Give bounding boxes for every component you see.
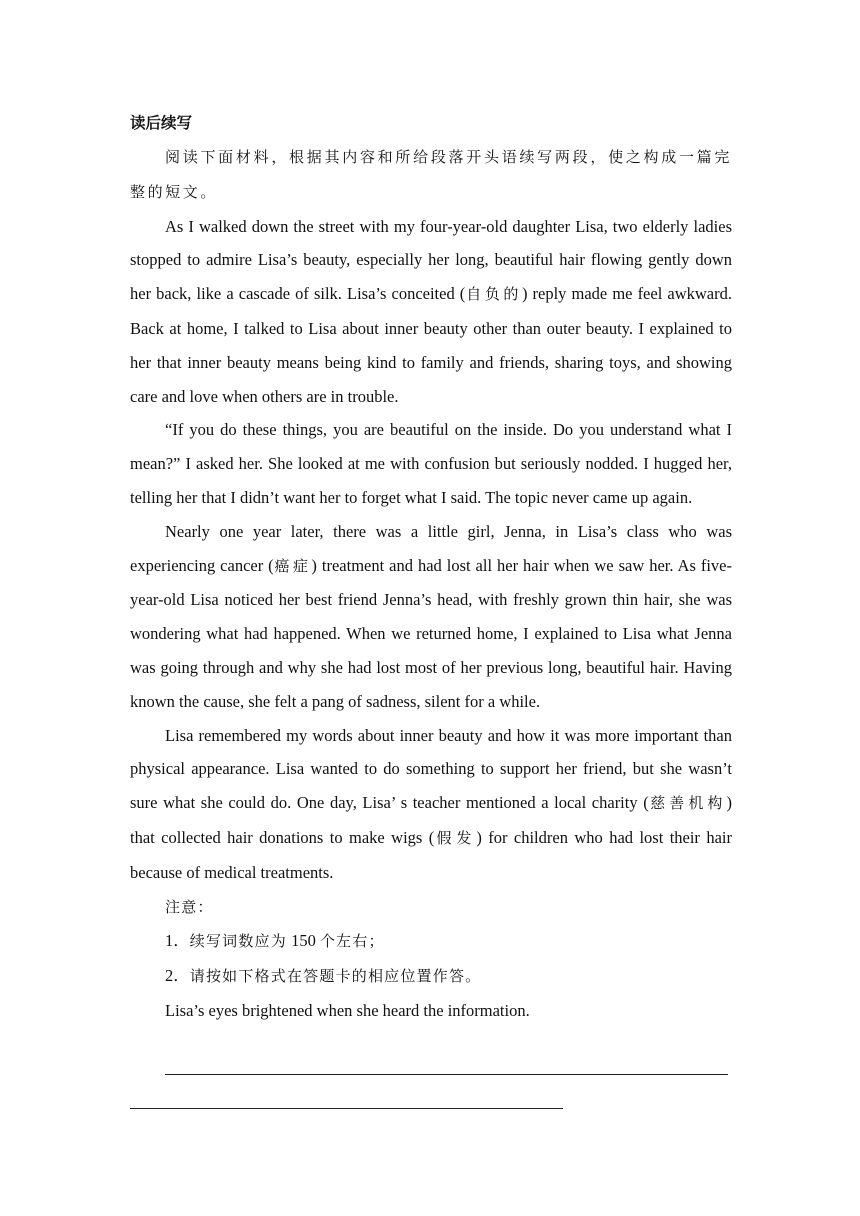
- story-paragraph-4-part-a: Lisa remembered my words about inner beauty and how it was more important than physical appearance. Lisa wanted to do something to support her friend, but she wasn’t sure what she could do. One day, Lisa’ s teacher mentioned a local charity (: [130, 725, 732, 813]
- note-item-2-text: 请按如下格式在答题卡的相应位置作答。: [189, 967, 482, 986]
- instruction-paragraph: [130, 140, 732, 210]
- story-paragraph-3: [130, 515, 732, 719]
- answer-line-2: [130, 1108, 563, 1109]
- story-paragraph-3-part-a: Nearly one year later, there was a little girl, Jenna, in Lisa’s class who was experiencing cancer (: [130, 521, 732, 575]
- note-item-1-number: 1．: [165, 931, 190, 951]
- notes-title: [130, 890, 732, 925]
- story-paragraph-4-part-c: ) for children who had lost their hair because of medical treatments.: [130, 827, 732, 882]
- note-item-2-number: 2．: [165, 966, 190, 986]
- instruction-text: 阅读下面材料，根据其内容和所给段落开头语续写两段，使之构成一篇完整的短文。: [130, 148, 732, 201]
- gloss-wigs: 假发: [434, 828, 477, 847]
- note-item-2: [130, 959, 732, 994]
- section-heading: 读后续写: [130, 114, 193, 132]
- gloss-charity: 慈善机构: [648, 794, 727, 813]
- story-paragraph-1: [130, 210, 732, 414]
- story-paragraph-1-part-b: ) reply made me feel awkward. Back at home, I talked to Lisa about inner beauty other than outer beauty. I explained to her that inner beauty means being kind to family and friends, sharing toys, and showing care and love when others are in trouble.: [130, 284, 732, 406]
- story-paragraph-4-part-b: ) that collected hair donations to make wigs (: [130, 793, 732, 847]
- gloss-cancer: 癌症: [273, 556, 312, 575]
- note-item-1-word-count: 150: [291, 931, 316, 951]
- story-paragraph-4: [130, 719, 732, 890]
- note-item-1-text-a: 续写词数应为: [189, 932, 287, 951]
- story-paragraph-2: “If you do these things, you are beautiful on the inside. Do you understand what I mean?” I asked her. She looked at me with confusion but seriously nodded. I hugged her, telling her that I didn’t want her to forget what I said. The topic never came up again.: [130, 420, 732, 507]
- gloss-conceited: 自负的: [465, 285, 522, 304]
- notes-title-text: 注意：: [165, 897, 214, 916]
- answer-line-1: [165, 1074, 728, 1075]
- note-item-1-text-b: 个左右；: [319, 932, 385, 951]
- story-paragraph-3-part-b: ) treatment and had lost all her hair when we saw her. As five-year-old Lisa noticed her best friend Jenna’s head, with freshly grown thin hair, she was wondering what had happened. When we returned home, I explained to Lisa what Jenna was going through and why she had lost most of her previous long, beautiful hair. Having known the cause, she felt a pang of sadness, silent for a while.: [130, 555, 732, 711]
- story-paragraph-1-part-a: As I walked down the street with my four-year-old daughter Lisa, two elderly ladies stopped to admire Lisa’s beauty, especially her long, beautiful hair flowing gently down her back, like a cascade of silk. Lisa’s conceited (: [130, 216, 732, 304]
- document-page: [130, 106, 732, 1028]
- opening-sentence: Lisa’s eyes brightened when she heard the information.: [165, 1000, 530, 1020]
- note-item-1: [130, 924, 732, 959]
